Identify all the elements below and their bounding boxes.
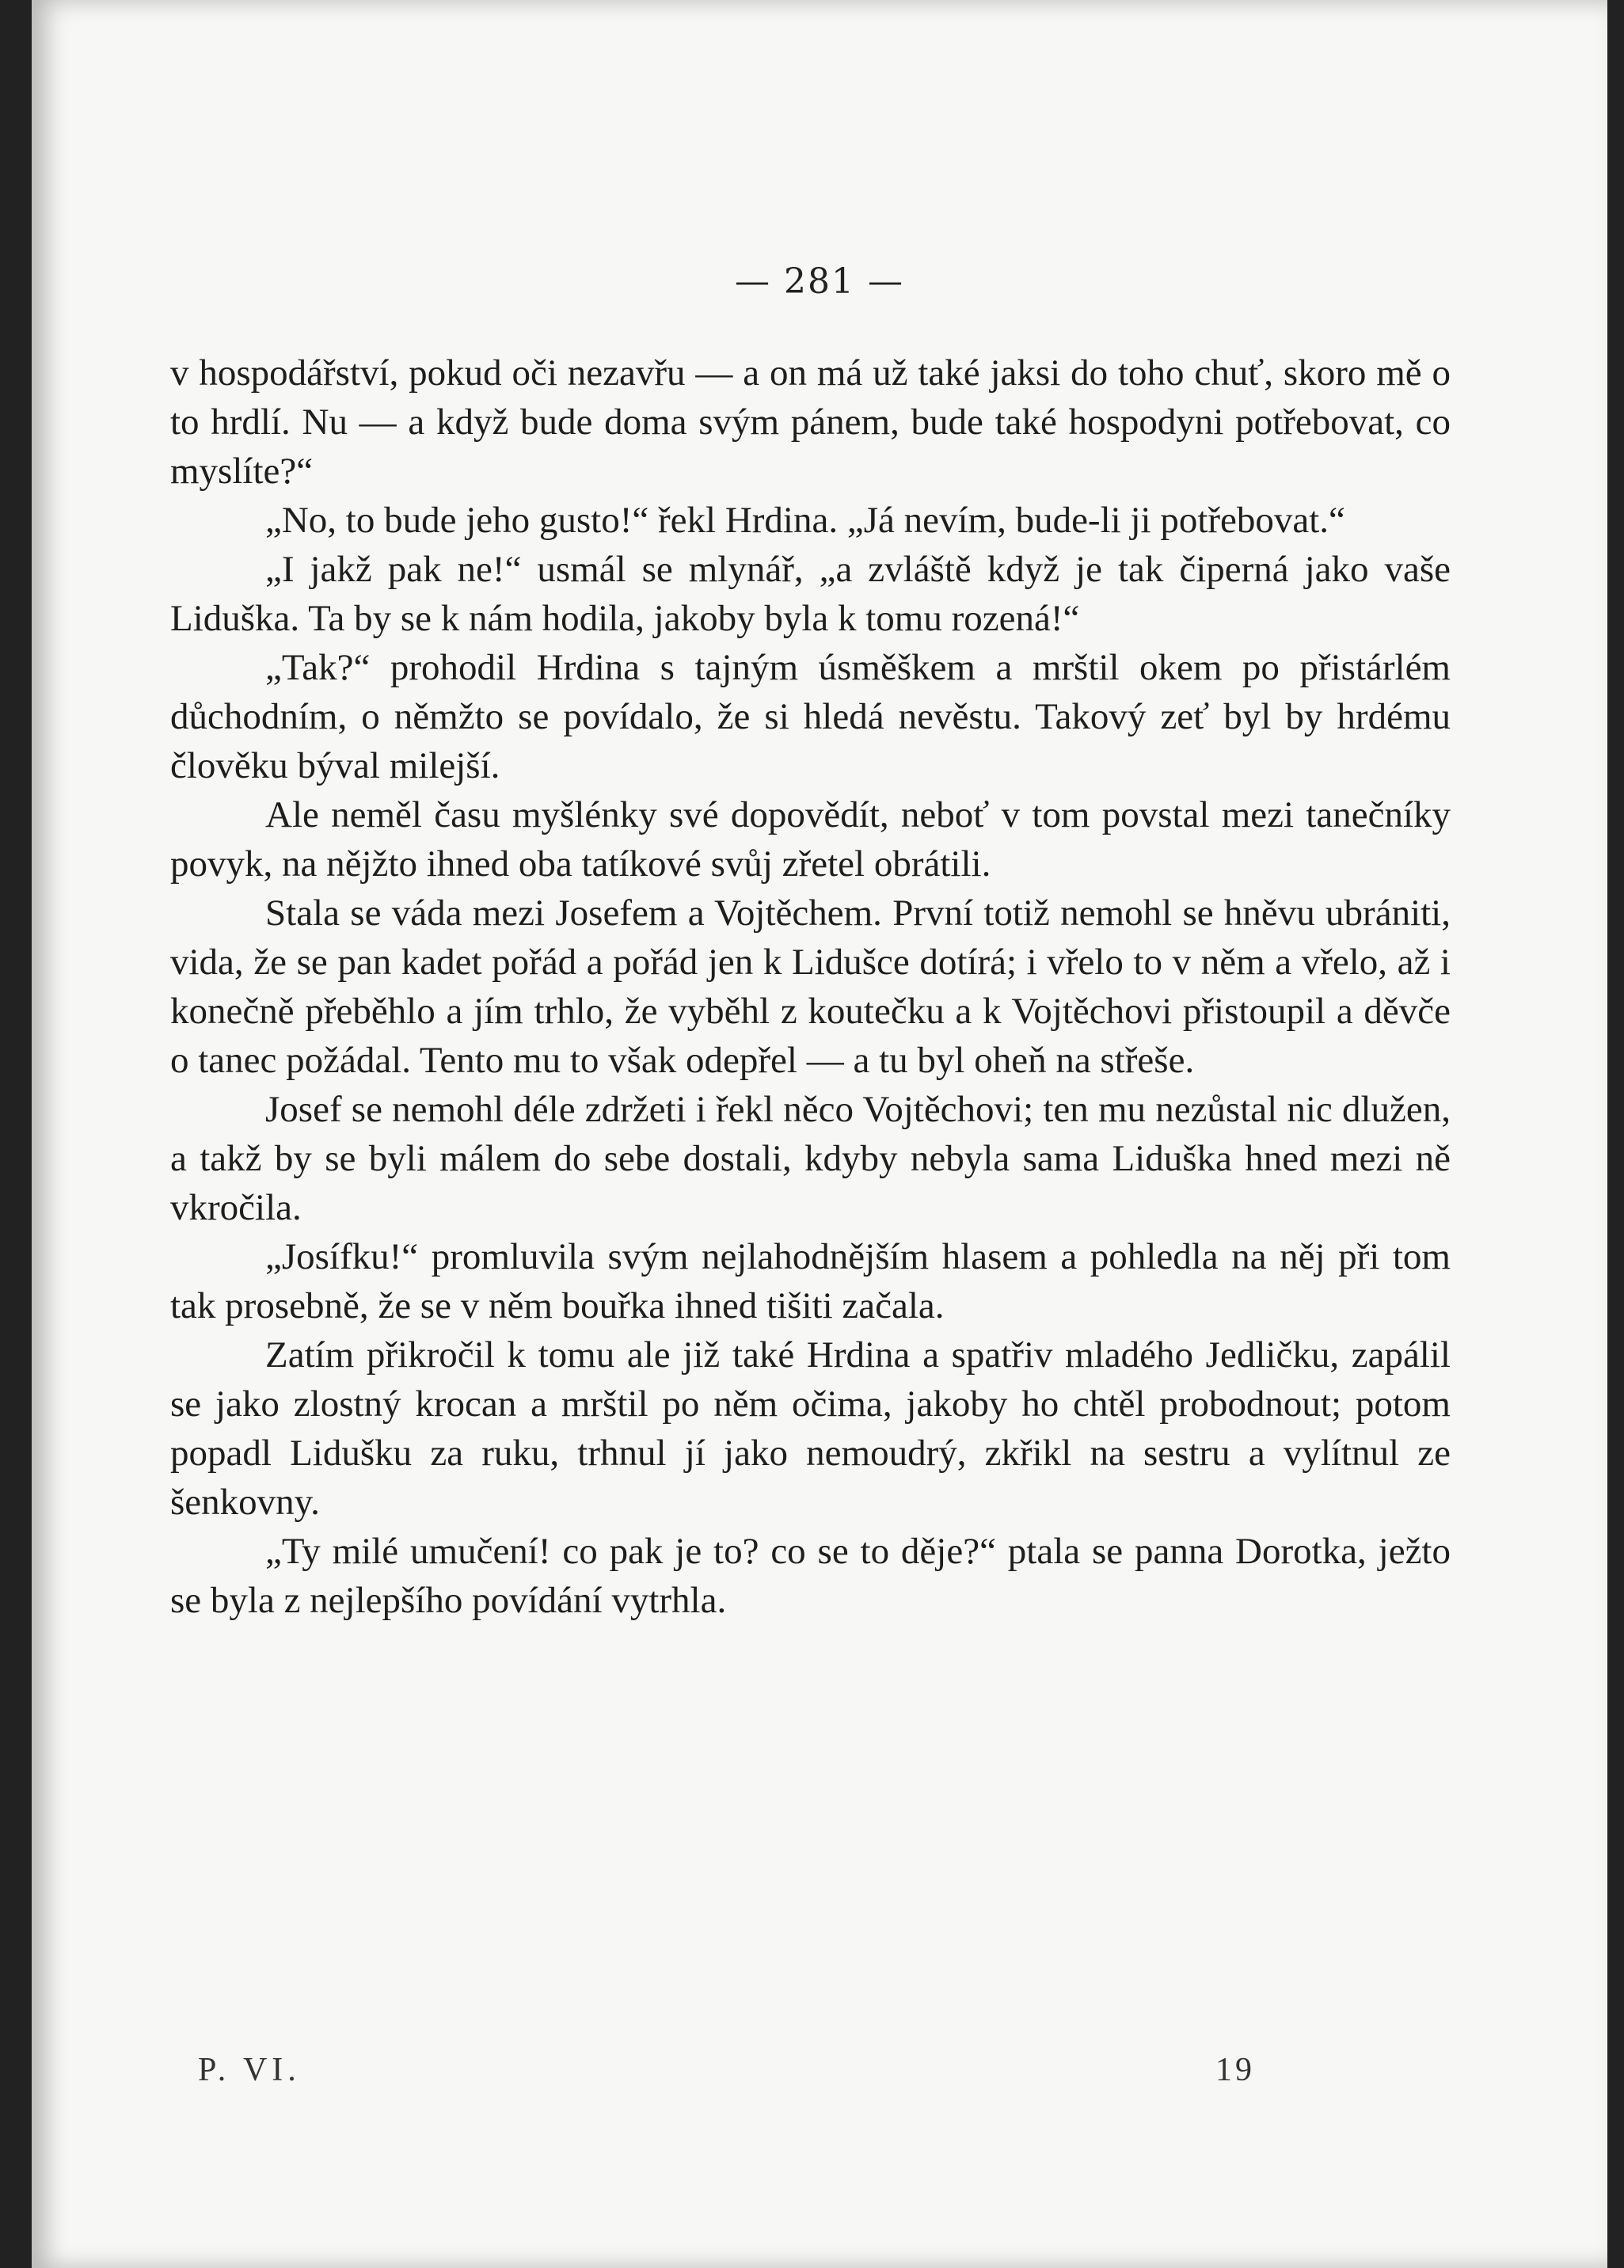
footer-sheet-number: 19: [1215, 2052, 1255, 2088]
paragraph-5: Ale neměl času myšlénky své dopovědít, neboť v tom povstal mezi tanečníky povyk, na nějžto ihned oba tatíkové svůj zřetel obrátili.: [170, 794, 1451, 885]
body-text: [170, 348, 1451, 1625]
book-page: [32, 0, 1607, 2268]
paragraph-6: Stala se váda mezi Josefem a Vojtěchem. První totiž nemohl se hněvu ubrániti, vida, že se pan kadet pořád a pořád jen k Lidušce dotírá; i vřelo to v něm a vřelo, až i konečně přeběhlo a jím trhlo, že vyběhl z koutečku a k Vojtěchovi přistoupil a děvče o tanec požádal. Tento mu to však odepřel — a tu byl oheň na střeše.: [170, 892, 1451, 1081]
paragraph-8: „Josífku!“ promluvila svým nejlahodnějším hlasem a pohledla na něj při tom tak prosebně, že se v něm bouřka ihned tišiti začala.: [170, 1236, 1451, 1326]
paragraph-4: „Tak?“ prohodil Hrdina s tajným úsměškem a mrštil okem po přistárlém důchodním, o němžto se povídalo, že si hledá nevěstu. Takový zeť byl by hrdému člověku býval milejší.: [170, 647, 1451, 786]
paragraph-2: „No, to bude jeho gusto!“ řekl Hrdina. „Já nevím, bude-li ji potřebovat.“: [265, 500, 1345, 541]
paragraph-7: Josef se nemohl déle zdržeti i řekl něco Vojtěchovi; ten mu nezůstal nic dlužen, a takž by se byli málem do sebe dostali, kdyby nebyla sama Liduška hned mezi ně vkročila.: [170, 1089, 1451, 1228]
page-number: — 281 —: [735, 261, 904, 302]
paragraph-10: „Ty milé umučení! co pak je to? co se to děje?“ ptala se panna Dorotka, ježto se byla z nejlepšího povídání vytrhla.: [170, 1531, 1451, 1621]
paragraph-3: „I jakž pak ne!“ usmál se mlynář, „a zvláště když je tak čiperná jako vaše Liduška. Ta by se k nám hodila, jakoby byla k tomu rozená!“: [170, 549, 1451, 639]
paragraph-1: v hospodářství, pokud oči nezavřu — a on má už také jaksi do toho chuť, skoro mě o to hrdlí. Nu — a když bude doma svým pánem, bude také hospodyni potřebovat, co myslíte?“: [170, 352, 1451, 492]
paragraph-9: Zatím přikročil k tomu ale již také Hrdina a spatřiv mladého Jedličku, zapálil se jako zlostný krocan a mrštil po něm očima, jakoby ho chtěl probodnout; potom popadl Lidušku za ruku, trhnul jí jako nemoudrý, zkřikl na sestru a vylítnul ze šenkovny.: [170, 1334, 1451, 1523]
footer-signature: P. VI.: [198, 2052, 301, 2088]
